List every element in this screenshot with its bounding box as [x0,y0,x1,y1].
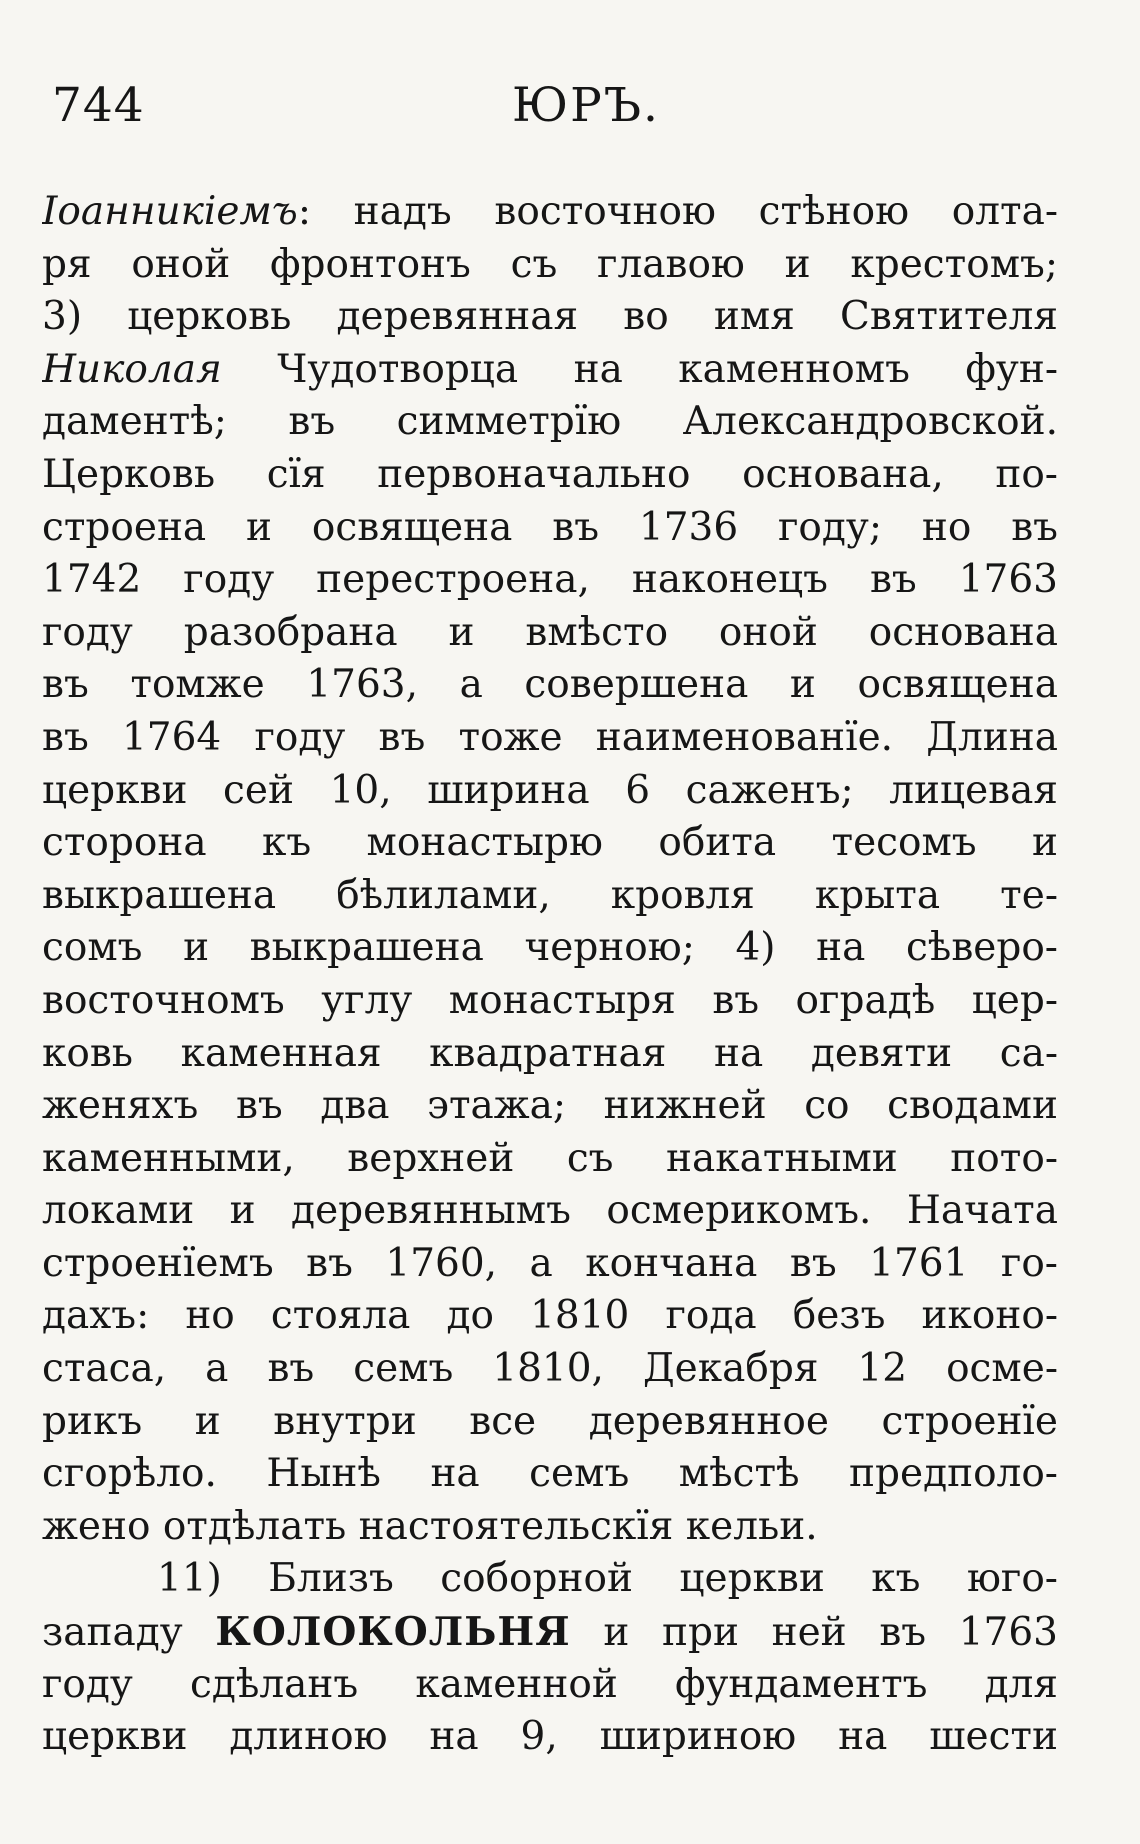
line-text: жено отдѣлать настоятельскїя кельи. [42,1503,818,1549]
line-text: рикъ и внутри все деревянное строенїе [42,1398,1058,1444]
text-line [42,1659,1058,1712]
text-line [42,239,1058,292]
text-line [42,1501,1058,1554]
text-line [42,975,1058,1028]
text-line [42,1343,1058,1396]
line-text: ковь каменная квадратная на девяти са- [42,1030,1058,1076]
text-line [42,1396,1058,1449]
line-text: году разобрана и вмѣсто оной основана [42,609,1058,655]
line-text: выкрашена бѣлилами, кровля крыта те- [42,872,1058,918]
line-text: 1742 году перестроена, наконецъ въ 1763 [42,557,1058,603]
italic-name: Николая [42,346,222,392]
line-text: въ 1764 году въ тоже наименованїе. Длина [42,714,1058,760]
line-text: 3) церковь деревянная во имя Святителя [42,294,1058,340]
line-text: строена и освящена въ 1736 году; но въ [42,504,1058,550]
line-text: даментѣ; въ симметрїю Александровской. [42,399,1058,445]
line-text: сомъ и выкрашена черною; 4) на сѣверо- [42,925,1058,971]
text-line [42,870,1058,923]
line-text: строенїемъ въ 1760, а кончана въ 1761 го- [42,1240,1058,1286]
text-line [42,554,1058,607]
text-line [42,712,1058,765]
text-line [42,1185,1058,1238]
text-line [42,291,1058,344]
italic-name: Іоанникіемъ [42,189,298,234]
text-line [42,1133,1058,1186]
text-line [42,1028,1058,1081]
text-line [42,1238,1058,1291]
line-text: женяхъ въ два этажа; нижней со сводами [42,1083,1058,1129]
line-text: восточномъ углу монастыря въ оградѣ цер- [42,977,1058,1023]
line-text: ря оной фронтонъ съ главою и крестомъ; [42,241,1058,287]
text-line [42,186,1058,239]
line-text: сторона къ монастырю обита тесомъ и [42,820,1058,866]
line-text: Чудотворца на каменномъ фун- [221,346,1058,392]
line-text: и при ней въ 1763 [570,1610,1058,1656]
line-text: 11) Близъ соборной церкви къ юго- [157,1556,1058,1602]
page-number: 744 [52,78,145,133]
line-text: году сдѣланъ каменной фундаментъ для [42,1661,1058,1707]
text-line [42,396,1058,449]
caps-heading: КОЛОКОЛЬНЯ [215,1609,571,1656]
line-text: сгорѣло. Нынѣ на семъ мѣстѣ предполо- [42,1451,1058,1497]
text-line [42,817,1058,870]
line-text: каменными, верхней съ накатными пото- [42,1135,1058,1181]
line-text: западу [42,1610,216,1656]
text-line [42,607,1058,660]
line-text: стаса, а въ семъ 1810, Декабря 12 осме- [42,1346,1058,1392]
text-line [42,1553,1058,1606]
text-line [42,1290,1058,1343]
line-text: : надъ восточною стѣною олта- [297,189,1058,234]
text-line [42,344,1058,397]
text-line [42,1606,1058,1659]
line-text: локами и деревяннымъ осмерикомъ. Начата [42,1188,1058,1234]
line-text: церкви сей 10, ширина 6 саженъ; лицевая [42,767,1058,813]
text-line [42,1448,1058,1501]
text-line [42,765,1058,818]
text-line [42,659,1058,712]
page-header [42,78,1052,148]
text-line [42,1080,1058,1133]
line-text: дахъ: но стояла до 1810 года безъ иконо- [42,1293,1058,1339]
line-text: церкви длиною на 9, шириною на шести [42,1714,1058,1760]
line-text: въ томже 1763, а совершена и освящена [42,662,1058,708]
text-line [42,1711,1058,1764]
text-line [42,502,1058,555]
text-line [42,922,1058,975]
running-head: ЮРЪ. [512,78,660,133]
body-text [42,186,1058,1764]
line-text: Церковь сїя первоначально основана, по- [42,451,1058,497]
text-line [42,449,1058,502]
